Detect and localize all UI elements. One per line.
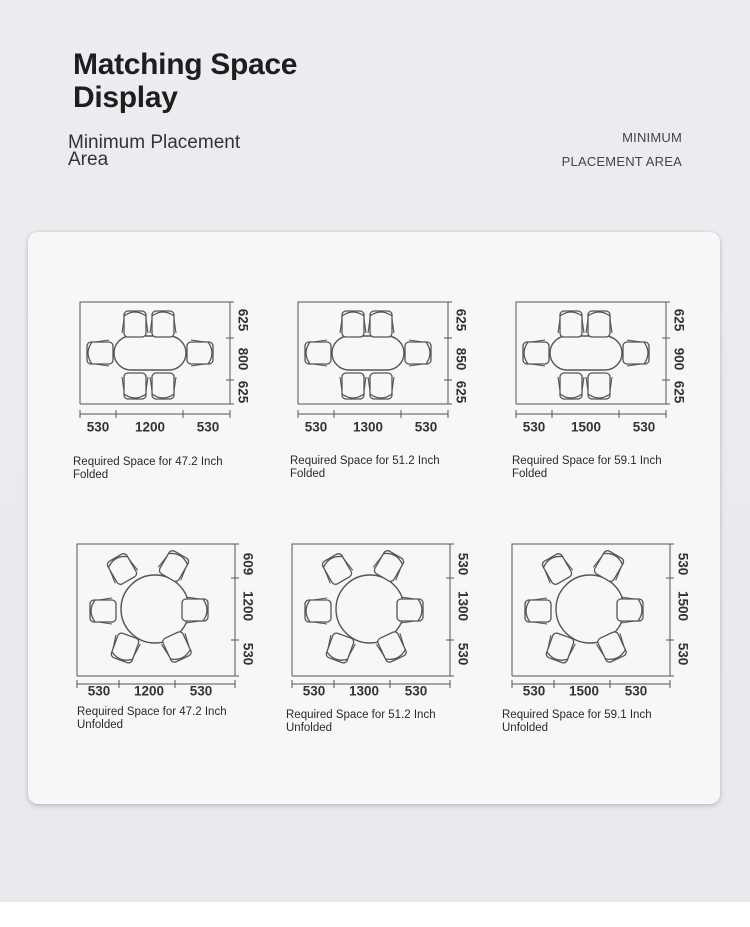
dimension-label: 530 (404, 683, 428, 699)
table-folded (550, 336, 622, 370)
chair-seat (124, 311, 146, 337)
chair-seat (617, 599, 643, 621)
chair-seat (182, 599, 208, 621)
table-folded (114, 336, 186, 370)
dimension-label: 1500 (568, 683, 600, 699)
dimension-label: 530 (414, 419, 438, 435)
chair-icon (368, 311, 394, 337)
chair-seat (588, 311, 610, 337)
diagram-caption-unfolded-47 (77, 706, 227, 732)
chair-seat (87, 342, 113, 364)
dimension-label: 530 (632, 419, 656, 435)
diagram-caption-folded-51 (290, 455, 440, 481)
dimension-label: 530 (522, 683, 546, 699)
layout-svg (78, 300, 258, 460)
chair-icon (558, 311, 584, 337)
chair-seat (525, 600, 551, 622)
chair-icon (586, 311, 612, 337)
chair-seat (305, 342, 331, 364)
chair-seat (588, 373, 610, 399)
table-folded (332, 336, 404, 370)
dimension-label: 530 (455, 552, 471, 576)
chair-icon (397, 597, 423, 623)
chair-seat (397, 599, 423, 621)
dimension-label: 609 (240, 552, 256, 576)
dimension-label: 530 (675, 552, 691, 576)
dimension-label: 530 (86, 419, 110, 435)
layout-svg (514, 300, 694, 460)
chair-seat (370, 311, 392, 337)
caption-line2: Unfolded (502, 722, 549, 734)
layout-svg (510, 542, 690, 702)
page-subtitle: Minimum Placement Area (68, 132, 241, 170)
chair-seat (560, 373, 582, 399)
chair-icon (90, 598, 116, 624)
chair-icon (305, 598, 331, 624)
caption-line2: Folded (73, 469, 109, 481)
right-label-line1: MINIMUM (622, 130, 682, 145)
chair-seat (560, 311, 582, 337)
caption-line2: Unfolded (286, 722, 333, 734)
dimension-label: 900 (671, 347, 687, 371)
chair-seat (305, 600, 331, 622)
dimension-label: 530 (87, 683, 111, 699)
chair-icon (525, 598, 551, 624)
dimension-label: 530 (455, 642, 471, 666)
chair-icon (586, 373, 612, 399)
chair-icon (523, 340, 549, 366)
dimension-label: 530 (302, 683, 326, 699)
dimension-label: 1500 (675, 590, 691, 622)
dimension-label: 625 (235, 308, 251, 332)
dimension-label: 530 (624, 683, 648, 699)
diagram-caption-folded-59 (512, 455, 662, 481)
chair-icon (122, 373, 148, 399)
caption-line2: Folded (512, 468, 548, 480)
chair-icon (623, 340, 649, 366)
chair-seat (623, 342, 649, 364)
dimension-label: 1200 (133, 683, 165, 699)
layout-svg (290, 542, 470, 702)
chair-seat (342, 373, 364, 399)
chair-icon (340, 311, 366, 337)
caption-line2: Folded (290, 468, 326, 480)
chair-seat (152, 311, 174, 337)
dimension-label: 530 (522, 419, 546, 435)
caption-line1: Required Space for 51.2 Inch (286, 709, 436, 721)
dimension-label: 1300 (348, 683, 380, 699)
chair-seat (90, 600, 116, 622)
layout-diagram-unfolded-51 (290, 542, 470, 702)
layout-svg (75, 542, 255, 702)
right-label-line2: PLACEMENT AREA (561, 154, 682, 169)
caption-line1: Required Space for 47.2 Inch (77, 706, 227, 718)
layout-svg (296, 300, 476, 460)
layout-diagram-unfolded-59 (510, 542, 690, 702)
dimension-label: 530 (240, 642, 256, 666)
dimension-label: 625 (453, 380, 469, 404)
dimension-label: 625 (671, 308, 687, 332)
dimension-label: 1300 (352, 419, 384, 435)
caption-line1: Required Space for 59.1 Inch (502, 709, 652, 721)
diagram-caption-folded-47 (73, 456, 223, 482)
diagram-caption-unfolded-51 (286, 709, 436, 735)
dimension-label: 1500 (570, 419, 602, 435)
chair-icon (187, 340, 213, 366)
dimension-label: 1200 (134, 419, 166, 435)
chair-icon (617, 597, 643, 623)
chair-seat (405, 342, 431, 364)
chair-seat (370, 373, 392, 399)
chair-icon (340, 373, 366, 399)
dimension-label: 625 (453, 308, 469, 332)
chair-icon (122, 311, 148, 337)
chair-icon (558, 373, 584, 399)
bottom-strip (0, 902, 750, 927)
chair-icon (368, 373, 394, 399)
chair-icon (150, 311, 176, 337)
layout-diagram-folded-59 (514, 300, 694, 440)
diagram-caption-unfolded-59 (502, 709, 652, 735)
dimension-label: 1300 (455, 590, 471, 622)
dimension-label: 530 (675, 642, 691, 666)
caption-line1: Required Space for 59.1 Inch (512, 455, 662, 467)
dimension-label: 530 (196, 419, 220, 435)
dimension-label: 530 (304, 419, 328, 435)
dimension-label: 625 (671, 380, 687, 404)
layout-diagram-unfolded-47 (75, 542, 255, 702)
chair-icon (182, 597, 208, 623)
chair-seat (342, 311, 364, 337)
chair-seat (187, 342, 213, 364)
layout-diagram-folded-51 (296, 300, 476, 440)
diagram-card (28, 232, 720, 804)
chair-icon (87, 340, 113, 366)
layout-diagram-folded-47 (78, 300, 258, 440)
caption-line2: Unfolded (77, 719, 124, 731)
dimension-label: 1200 (240, 590, 256, 622)
caption-line1: Required Space for 51.2 Inch (290, 455, 440, 467)
page-title: Matching Space Display (73, 48, 298, 114)
chair-icon (305, 340, 331, 366)
dimension-label: 800 (235, 347, 251, 371)
chair-seat (523, 342, 549, 364)
chair-seat (124, 373, 146, 399)
chair-icon (150, 373, 176, 399)
chair-seat (152, 373, 174, 399)
dimension-label: 530 (189, 683, 213, 699)
dimension-label: 850 (453, 347, 469, 371)
chair-icon (405, 340, 431, 366)
right-label (562, 126, 682, 174)
dimension-label: 625 (235, 380, 251, 404)
caption-line1: Required Space for 47.2 Inch (73, 456, 223, 468)
